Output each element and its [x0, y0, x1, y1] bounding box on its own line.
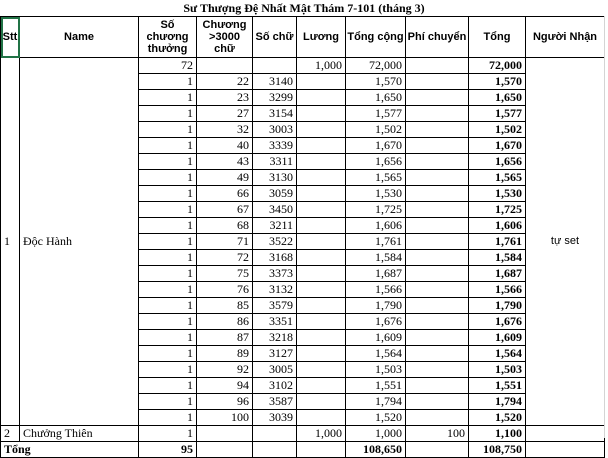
cell-so-chu[interactable]: 3211 [253, 218, 297, 234]
cell-tong[interactable]: 1,725 [469, 202, 526, 218]
cell-tong-cong[interactable]: 1,650 [346, 90, 406, 106]
cell-so-chu[interactable]: 3351 [253, 314, 297, 330]
cell-chuong[interactable]: 71 [197, 234, 253, 250]
cell-tong-cong[interactable]: 1,609 [346, 330, 406, 346]
cell-so-chuong[interactable]: 1 [139, 362, 197, 378]
cell-tong[interactable]: 1,100 [469, 426, 526, 442]
sheet-gridline [604, 16, 608, 438]
cell-chuong[interactable]: 87 [197, 330, 253, 346]
cell-tong[interactable]: 1,670 [469, 138, 526, 154]
cell-phi-chuyen[interactable] [406, 202, 469, 218]
total-empty-2[interactable] [253, 442, 297, 458]
cell-luong[interactable] [297, 138, 346, 154]
cell-luong[interactable] [297, 378, 346, 394]
cell-so-chuong[interactable]: 1 [139, 234, 197, 250]
cell-luong[interactable] [297, 266, 346, 282]
total-empty-4[interactable] [406, 442, 469, 458]
cell-nguoi-nhan[interactable]: tự set [526, 58, 605, 426]
cell-so-chu[interactable]: 3003 [253, 122, 297, 138]
cell-tong[interactable]: 1,584 [469, 250, 526, 266]
cell-luong[interactable] [297, 90, 346, 106]
cell-so-chu[interactable] [253, 58, 297, 74]
header-chuong-3000[interactable]: Chương >3000 chữ [197, 17, 253, 58]
cell-so-chu[interactable]: 3140 [253, 74, 297, 90]
cell-so-chuong[interactable]: 1 [139, 378, 197, 394]
cell-chuong[interactable]: 72 [197, 250, 253, 266]
cell-phi-chuyen[interactable] [406, 378, 469, 394]
cell-tong-cong[interactable]: 1,676 [346, 314, 406, 330]
cell-chuong[interactable]: 32 [197, 122, 253, 138]
cell-so-chuong[interactable]: 72 [139, 58, 197, 74]
cell-phi-chuyen[interactable] [406, 106, 469, 122]
table-body [1, 58, 605, 458]
cell-chuong[interactable] [197, 426, 253, 442]
cell-luong[interactable] [297, 298, 346, 314]
total-empty-3[interactable] [297, 442, 346, 458]
cell-phi-chuyen[interactable] [406, 58, 469, 74]
cell-tong[interactable]: 1,650 [469, 90, 526, 106]
cell-luong[interactable] [297, 282, 346, 298]
cell-tong[interactable]: 1,565 [469, 170, 526, 186]
cell-name[interactable]: Chưởng Thiên [20, 426, 139, 442]
cell-luong[interactable] [297, 218, 346, 234]
cell-phi-chuyen[interactable] [406, 362, 469, 378]
cell-phi-chuyen[interactable] [406, 250, 469, 266]
cell-so-chuong[interactable]: 1 [139, 74, 197, 90]
cell-tong-cong[interactable]: 72,000 [346, 58, 406, 74]
cell-tong-cong[interactable]: 1,790 [346, 298, 406, 314]
cell-tong-cong[interactable]: 1,577 [346, 106, 406, 122]
cell-phi-chuyen[interactable] [406, 122, 469, 138]
cell-tong-cong[interactable]: 1,725 [346, 202, 406, 218]
cell-phi-chuyen[interactable] [406, 410, 469, 426]
cell-chuong[interactable]: 40 [197, 138, 253, 154]
cell-tong[interactable]: 1,530 [469, 186, 526, 202]
cell-luong[interactable] [297, 202, 346, 218]
cell-luong[interactable] [297, 346, 346, 362]
cell-so-chuong[interactable]: 1 [139, 330, 197, 346]
total-row [1, 442, 605, 458]
cell-so-chuong[interactable]: 1 [139, 282, 197, 298]
cell-luong[interactable] [297, 74, 346, 90]
cell-luong[interactable] [297, 250, 346, 266]
cell-so-chuong[interactable]: 1 [139, 266, 197, 282]
cell-tong-cong[interactable]: 1,606 [346, 218, 406, 234]
cell-so-chu[interactable] [253, 426, 297, 442]
header-luong[interactable]: Lương [297, 17, 346, 58]
table-row-group2 [1, 426, 605, 442]
cell-luong[interactable] [297, 186, 346, 202]
cell-stt[interactable]: 1 [1, 58, 20, 426]
cell-so-chu[interactable]: 3587 [253, 394, 297, 410]
cell-so-chu[interactable]: 3132 [253, 282, 297, 298]
cell-so-chuong[interactable]: 1 [139, 298, 197, 314]
cell-chuong[interactable]: 27 [197, 106, 253, 122]
cell-chuong[interactable]: 94 [197, 378, 253, 394]
cell-so-chu[interactable]: 3299 [253, 90, 297, 106]
cell-so-chuong[interactable]: 1 [139, 346, 197, 362]
cell-so-chu[interactable]: 3218 [253, 330, 297, 346]
cell-tong[interactable]: 1,676 [469, 314, 526, 330]
cell-tong[interactable]: 1,609 [469, 330, 526, 346]
cell-so-chuong[interactable]: 1 [139, 410, 197, 426]
cell-luong[interactable] [297, 410, 346, 426]
header-so-chu[interactable]: Số chữ [253, 17, 297, 58]
cell-chuong[interactable]: 100 [197, 410, 253, 426]
cell-tong[interactable]: 1,790 [469, 298, 526, 314]
cell-so-chuong[interactable]: 1 [139, 394, 197, 410]
cell-tong[interactable]: 1,606 [469, 218, 526, 234]
cell-so-chu[interactable]: 3373 [253, 266, 297, 282]
cell-tong-cong[interactable]: 1,530 [346, 186, 406, 202]
total-so-chuong[interactable]: 95 [139, 442, 197, 458]
cell-chuong[interactable]: 76 [197, 282, 253, 298]
cell-name[interactable]: Độc Hành [20, 58, 139, 426]
cell-luong[interactable] [297, 314, 346, 330]
cell-chuong[interactable]: 49 [197, 170, 253, 186]
cell-tong-cong[interactable]: 1,656 [346, 154, 406, 170]
cell-so-chu[interactable]: 3522 [253, 234, 297, 250]
cell-phi-chuyen[interactable] [406, 346, 469, 362]
cell-phi-chuyen[interactable] [406, 154, 469, 170]
cell-tong[interactable]: 1,794 [469, 394, 526, 410]
cell-phi-chuyen[interactable] [406, 170, 469, 186]
cell-luong[interactable] [297, 234, 346, 250]
cell-so-chuong[interactable]: 1 [139, 314, 197, 330]
cell-chuong[interactable]: 86 [197, 314, 253, 330]
cell-so-chu[interactable]: 3154 [253, 106, 297, 122]
cell-chuong[interactable]: 43 [197, 154, 253, 170]
cell-so-chuong[interactable]: 1 [139, 186, 197, 202]
cell-chuong[interactable]: 23 [197, 90, 253, 106]
header-name[interactable]: Name [20, 17, 139, 58]
cell-tong[interactable]: 1,577 [469, 106, 526, 122]
cell-so-chuong[interactable]: 1 [139, 170, 197, 186]
cell-tong-cong[interactable]: 1,000 [346, 426, 406, 442]
cell-luong[interactable] [297, 362, 346, 378]
cell-so-chuong[interactable]: 1 [139, 90, 197, 106]
cell-so-chuong[interactable]: 1 [139, 154, 197, 170]
cell-tong-cong[interactable]: 1,570 [346, 74, 406, 90]
cell-tong-cong[interactable]: 1,503 [346, 362, 406, 378]
cell-phi-chuyen[interactable] [406, 394, 469, 410]
cell-so-chu[interactable]: 3579 [253, 298, 297, 314]
cell-phi-chuyen[interactable] [406, 314, 469, 330]
cell-luong[interactable]: 1,000 [297, 58, 346, 74]
cell-phi-chuyen[interactable] [406, 186, 469, 202]
cell-tong-cong[interactable]: 1,564 [346, 346, 406, 362]
cell-so-chu[interactable]: 3168 [253, 250, 297, 266]
cell-tong[interactable]: 1,551 [469, 378, 526, 394]
cell-phi-chuyen[interactable] [406, 330, 469, 346]
cell-chuong[interactable]: 96 [197, 394, 253, 410]
cell-so-chuong[interactable]: 1 [139, 202, 197, 218]
cell-tong-cong[interactable]: 1,584 [346, 250, 406, 266]
cell-so-chu[interactable]: 3127 [253, 346, 297, 362]
cell-so-chuong[interactable]: 1 [139, 122, 197, 138]
cell-so-chuong[interactable]: 1 [139, 426, 197, 442]
cell-so-chu[interactable]: 3059 [253, 186, 297, 202]
cell-tong[interactable]: 1,503 [469, 362, 526, 378]
cell-phi-chuyen[interactable] [406, 266, 469, 282]
sheet-title: Sư Thượng Đệ Nhất Mật Thám 7-101 (tháng 3) [183, 1, 425, 15]
cell-tong-cong[interactable]: 1,761 [346, 234, 406, 250]
cell-tong[interactable]: 1,570 [469, 74, 526, 90]
cell-chuong[interactable] [197, 58, 253, 74]
cell-tong[interactable]: 1,502 [469, 122, 526, 138]
cell-tong-cong[interactable]: 1,502 [346, 122, 406, 138]
cell-chuong[interactable]: 22 [197, 74, 253, 90]
cell-so-chu[interactable]: 3311 [253, 154, 297, 170]
cell-tong[interactable]: 72,000 [469, 58, 526, 74]
cell-so-chu[interactable]: 3005 [253, 362, 297, 378]
payment-table [0, 16, 605, 458]
header-row [1, 17, 605, 58]
cell-phi-chuyen[interactable] [406, 218, 469, 234]
cell-phi-chuyen[interactable] [406, 234, 469, 250]
cell-tong-cong[interactable]: 1,565 [346, 170, 406, 186]
cell-phi-chuyen[interactable] [406, 138, 469, 154]
total-label[interactable]: Tổng [1, 442, 139, 458]
cell-tong-cong[interactable]: 1,794 [346, 394, 406, 410]
cell-so-chuong[interactable]: 1 [139, 106, 197, 122]
cell-tong[interactable]: 1,761 [469, 234, 526, 250]
cell-so-chu[interactable]: 3039 [253, 410, 297, 426]
cell-so-chu[interactable]: 3130 [253, 170, 297, 186]
cell-chuong[interactable]: 85 [197, 298, 253, 314]
cell-so-chu[interactable]: 3339 [253, 138, 297, 154]
cell-tong-cong[interactable]: 1,551 [346, 378, 406, 394]
cell-chuong[interactable]: 75 [197, 266, 253, 282]
header-so-chuong-thuong[interactable]: Số chương thưởng [139, 17, 197, 58]
cell-chuong[interactable]: 67 [197, 202, 253, 218]
cell-tong-cong[interactable]: 1,520 [346, 410, 406, 426]
header-nguoi-nhan[interactable]: Người Nhận [526, 17, 605, 58]
cell-luong[interactable] [297, 394, 346, 410]
cell-luong[interactable]: 1,000 [297, 426, 346, 442]
cell-chuong[interactable]: 66 [197, 186, 253, 202]
cell-nguoi-nhan[interactable] [526, 426, 605, 442]
cell-phi-chuyen[interactable]: 100 [406, 426, 469, 442]
cell-so-chu[interactable]: 3450 [253, 202, 297, 218]
cell-tong[interactable]: 1,656 [469, 154, 526, 170]
cell-chuong[interactable]: 89 [197, 346, 253, 362]
header-stt[interactable]: Stt [1, 17, 20, 58]
cell-so-chuong[interactable]: 1 [139, 218, 197, 234]
cell-so-chuong[interactable]: 1 [139, 138, 197, 154]
header-tong-cong[interactable]: Tổng cộng [346, 17, 406, 58]
cell-tong[interactable]: 1,564 [469, 346, 526, 362]
cell-stt[interactable]: 2 [1, 426, 20, 442]
cell-chuong[interactable]: 92 [197, 362, 253, 378]
cell-luong[interactable] [297, 330, 346, 346]
total-tong-cong[interactable]: 108,650 [346, 442, 406, 458]
cell-phi-chuyen[interactable] [406, 90, 469, 106]
cell-chuong[interactable]: 68 [197, 218, 253, 234]
header-phi-chuyen[interactable]: Phí chuyển [406, 17, 469, 58]
cell-tong[interactable]: 1,566 [469, 282, 526, 298]
total-empty-5[interactable] [526, 442, 605, 458]
cell-tong-cong[interactable]: 1,670 [346, 138, 406, 154]
cell-luong[interactable] [297, 170, 346, 186]
cell-tong-cong[interactable]: 1,687 [346, 266, 406, 282]
total-empty-1[interactable] [197, 442, 253, 458]
cell-tong-cong[interactable]: 1,566 [346, 282, 406, 298]
cell-phi-chuyen[interactable] [406, 298, 469, 314]
cell-luong[interactable] [297, 122, 346, 138]
header-tong[interactable]: Tổng [469, 17, 526, 58]
cell-phi-chuyen[interactable] [406, 74, 469, 90]
cell-so-chu[interactable]: 3102 [253, 378, 297, 394]
cell-tong[interactable]: 1,520 [469, 410, 526, 426]
cell-tong[interactable]: 1,687 [469, 266, 526, 282]
cell-so-chuong[interactable]: 1 [139, 250, 197, 266]
cell-luong[interactable] [297, 154, 346, 170]
cell-phi-chuyen[interactable] [406, 282, 469, 298]
total-tong[interactable]: 108,750 [469, 442, 526, 458]
table-row [1, 58, 605, 74]
cell-luong[interactable] [297, 106, 346, 122]
